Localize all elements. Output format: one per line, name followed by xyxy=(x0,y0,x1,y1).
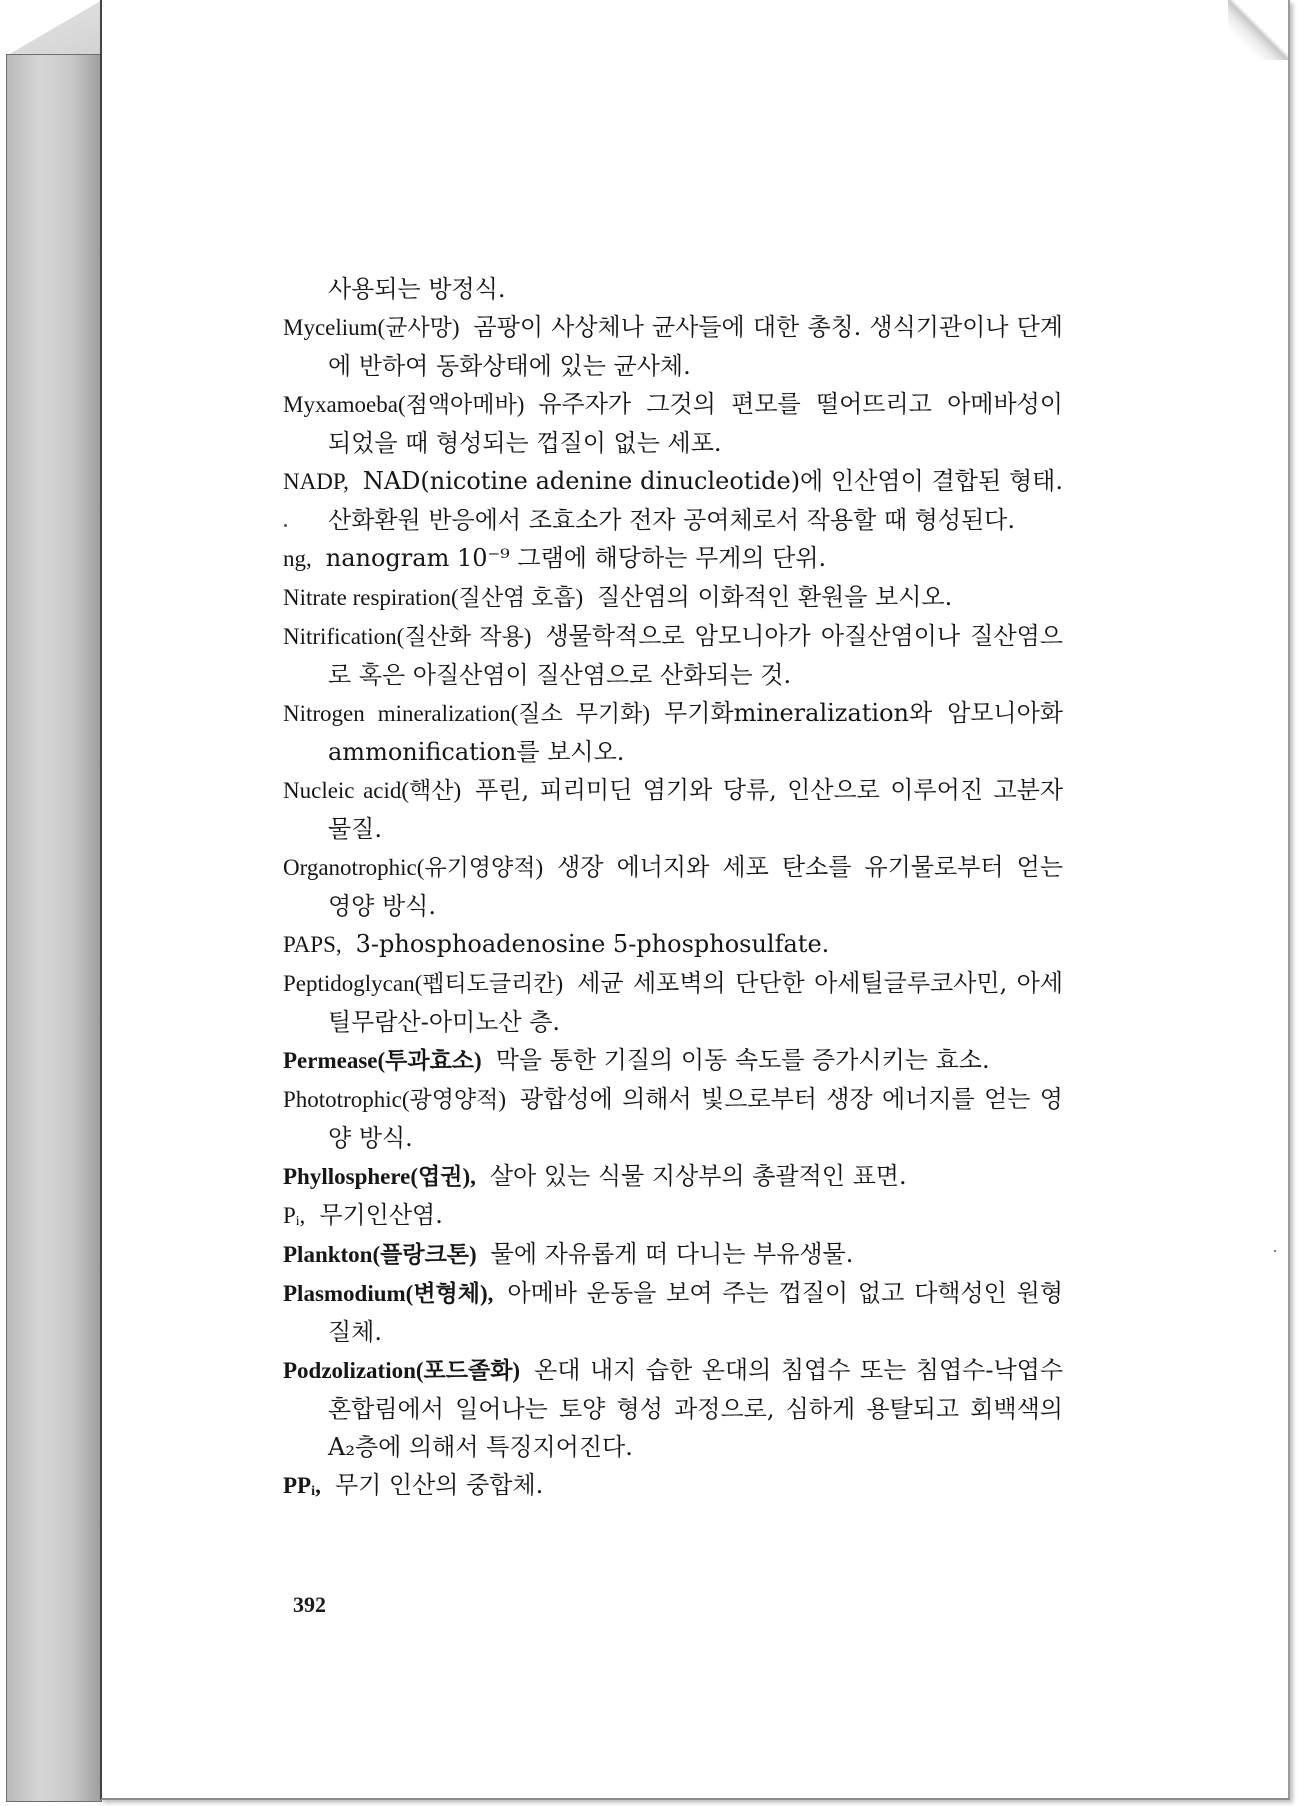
entry-term: Organotrophic(유기영양적) xyxy=(283,855,544,880)
entry-term: Mycelium(균사망) xyxy=(283,315,460,340)
entry-text: 질산염의 이화적인 환원을 보시오. xyxy=(597,583,953,611)
entry-term: Podzolization(포드졸화) xyxy=(283,1358,521,1383)
glossary-content xyxy=(283,270,1063,1505)
entry-term: Plankton(플랑크톤) xyxy=(283,1242,477,1267)
entry-text: 물에 자유롭게 떠 다니는 부유생물. xyxy=(490,1240,854,1268)
glossary-entry xyxy=(283,462,1063,539)
entry-text: 막을 통한 기질의 이동 속도를 증가시키는 효소. xyxy=(495,1046,990,1074)
entry-term: Phyllosphere(엽권), xyxy=(283,1164,476,1189)
entry-term: Nitrification(질산화 작용) xyxy=(283,624,532,649)
glossary-entry xyxy=(283,617,1063,694)
entry-term: NADP, xyxy=(283,469,349,494)
glossary-entry xyxy=(283,1235,1063,1274)
glossary-entry xyxy=(283,1466,1063,1505)
glossary-entry xyxy=(283,578,1063,617)
glossary-entry xyxy=(283,308,1063,385)
entry-text: 세균 세포벽의 단단한 아세틸글루코사민, 아세틸무람산-아미노산 층. xyxy=(328,969,1063,1036)
entry-text: 생장 에너지와 세포 탄소를 유기물로부터 얻는 영양 방식. xyxy=(328,853,1063,920)
entry-text: 무기인산염. xyxy=(319,1201,443,1229)
print-speck xyxy=(284,524,287,527)
page-curl-corner xyxy=(1228,0,1288,60)
glossary-entry xyxy=(283,385,1063,462)
entry-text: 3-phosphoadenosine 5-phosphosulfate. xyxy=(355,930,830,958)
entry-text: 살아 있는 식물 지상부의 총괄적인 표면. xyxy=(489,1162,907,1190)
glossary-entry xyxy=(283,1351,1063,1466)
book-spine xyxy=(6,54,102,1802)
entry-term: Nitrate respiration(질산염 호흡) xyxy=(283,585,584,610)
entry-term: PPᵢ, xyxy=(283,1473,321,1498)
entry-term: ng, xyxy=(283,546,312,571)
glossary-entry xyxy=(283,1274,1063,1351)
entry-term: Pᵢ, xyxy=(283,1203,306,1228)
entry-term: Nucleic acid(핵산) xyxy=(283,778,462,803)
entry-text: 무기 인산의 중합체. xyxy=(334,1471,544,1499)
glossary-entry xyxy=(283,694,1063,771)
entry-text: 유주자가 그것의 편모를 떨어뜨리고 아메바성이 되었을 때 형성되는 껍질이 없는 세포. xyxy=(328,390,1063,457)
glossary-entry xyxy=(283,964,1063,1041)
glossary-entry xyxy=(283,1080,1063,1157)
entry-text: 생물학적으로 암모니아가 아질산염이나 질산염으로 혹은 아질산염이 질산염으로 산화되는 것. xyxy=(328,622,1063,689)
entry-term: PAPS, xyxy=(283,932,342,957)
entry-text: 아메바 운동을 보여 주는 껍질이 없고 다핵성인 원형질체. xyxy=(328,1279,1063,1346)
entry-text: 온대 내지 습한 온대의 침엽수 또는 침엽수-낙엽수 혼합림에서 일어나는 토양 형성 과정으로, 심하게 용탈되고 회백색의 A₂층에 의해서 특징지어진다. xyxy=(328,1356,1063,1461)
entry-term: Nitrogen mineralization(질소 무기화) xyxy=(283,701,651,726)
entry-text: nanogram 10⁻⁹ 그램에 해당하는 무게의 단위. xyxy=(325,544,827,572)
entry-term: Phototrophic(광영양적) xyxy=(283,1087,507,1112)
glossary-entry xyxy=(283,1157,1063,1196)
glossary-entry-continuation xyxy=(283,270,1063,308)
entry-text: 사용되는 방정식. xyxy=(328,275,506,303)
glossary-entry xyxy=(283,848,1063,925)
glossary-entry xyxy=(283,771,1063,848)
entry-term: Permease(투과효소) xyxy=(283,1048,482,1073)
page-number: 392 xyxy=(293,1592,326,1617)
entry-term: Myxamoeba(점액아메바) xyxy=(283,392,525,417)
glossary-entry xyxy=(283,1196,1063,1235)
glossary-entry xyxy=(283,539,1063,578)
entry-term: Plasmodium(변형체), xyxy=(283,1281,494,1306)
glossary-entry xyxy=(283,1041,1063,1080)
print-speck xyxy=(1274,1250,1276,1252)
entry-term: Peptidoglycan(펩티도글리칸) xyxy=(283,971,564,996)
entry-text: 곰팡이 사상체나 균사들에 대한 총칭. 생식기관이나 단계에 반하여 동화상태에 있는 균사체. xyxy=(328,313,1063,380)
entry-text: 무기화mineralization와 암모니아화ammonification를 보시오. xyxy=(328,699,1063,766)
entry-text: 광합성에 의해서 빛으로부터 생장 에너지를 얻는 영양 방식. xyxy=(328,1085,1063,1152)
glossary-entry xyxy=(283,925,1063,964)
entry-text: 푸린, 피리미딘 염기와 당류, 인산으로 이루어진 고분자 물질. xyxy=(328,776,1064,843)
entry-text: NAD(nicotine adenine dinucleotide)에 인산염이 결합된 형태. 산화환원 반응에서 조효소가 전자 공여체로서 작용할 때 형성된다. xyxy=(328,467,1063,534)
